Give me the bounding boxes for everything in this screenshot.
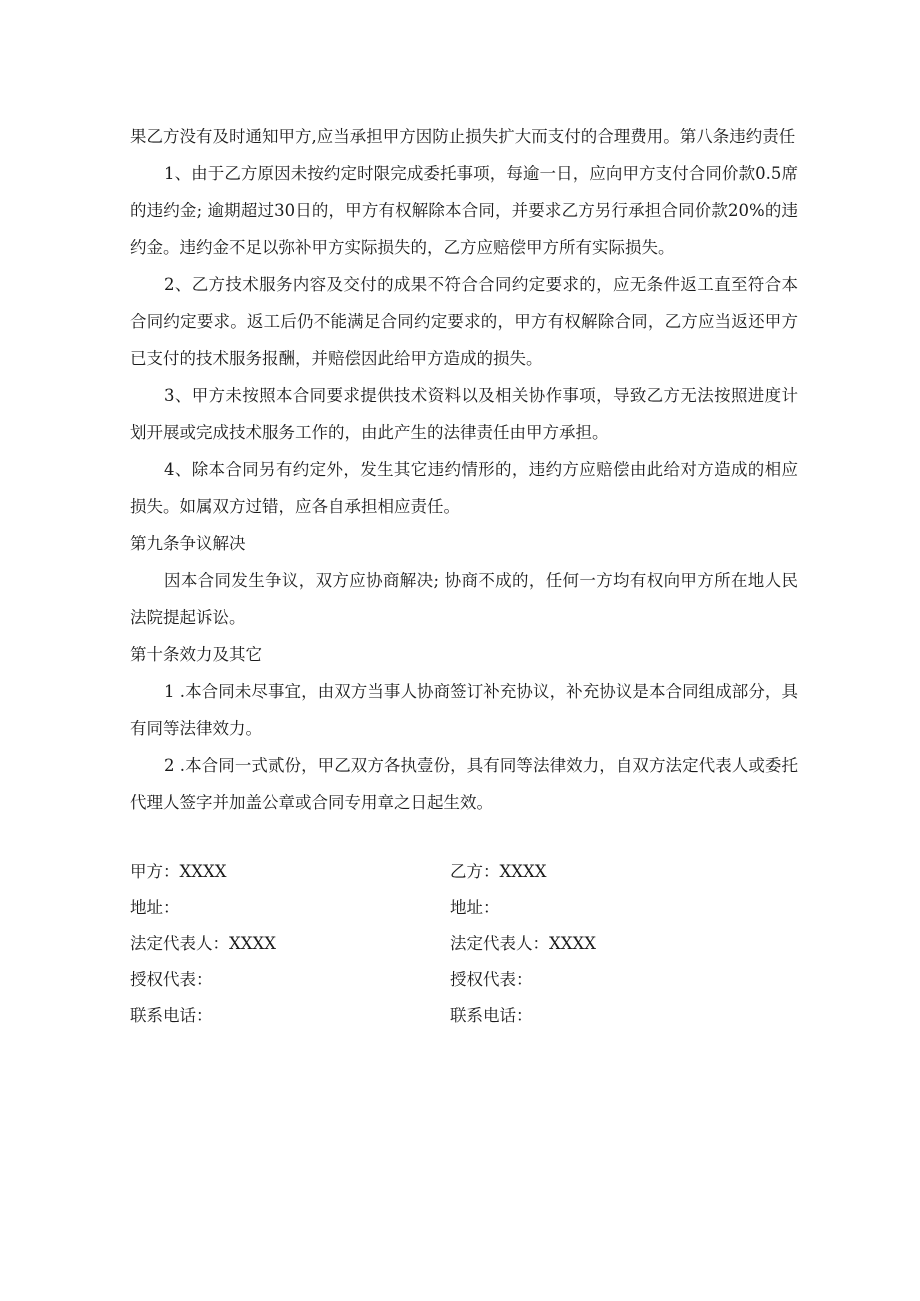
party-b-phone: 联系电话：: [450, 1006, 533, 1025]
signature-row-authorized-rep: [130, 970, 798, 990]
heading-article-10: 第十条效力及其它: [130, 645, 262, 664]
party-a-authorized-rep: 授权代表：: [130, 970, 213, 989]
paragraph-breach-clause-4: 4、除本合同另有约定外，发生其它违约情形的，违约方应赔偿由此给对方造成的相应损失。如属双方过错，应各自承担相应责任。: [130, 460, 798, 516]
paragraph-effect-clause-2: 2 .本合同一式贰份，甲乙双方各执壹份，具有同等法律效力，自双方法定代表人或委托代理人签字并加盖公章或合同专用章之日起生效。: [130, 756, 798, 812]
party-b-authorized-rep: 授权代表：: [450, 970, 533, 989]
signature-row-legal-rep: [130, 934, 798, 954]
party-b-address: 地址：: [450, 898, 500, 917]
paragraph-breach-clause-2: 2、乙方技术服务内容及交付的成果不符合合同约定要求的，应无条件返工直至符合本合同约定要求。返工后仍不能满足合同约定要求的，甲方有权解除合同，乙方应当返还甲方已支付的技术服务报酬，并赔偿因此给甲方造成的损失。: [130, 275, 798, 368]
party-a-phone: 联系电话：: [130, 1006, 213, 1025]
paragraph-breach-clause-1: 1、由于乙方原因未按约定时限完成委托事项，每逾一日，应向甲方支付合同价款0.5席的违约金; 逾期超过30日的，甲方有权解除本合同，并要求乙方另行承担合同价款20%的违约金。违约金不足以弥补甲方实际损失的，乙方应赔偿甲方所有实际损失。: [130, 164, 798, 257]
signature-row-party: [130, 862, 798, 882]
paragraph-continuation-article-8-heading: 果乙方没有及时通知甲方,应当承担甲方因防止损失扩大而支付的合理费用。第八条违约责任: [130, 127, 796, 146]
heading-article-9: 第九条争议解决: [130, 534, 246, 553]
party-a-name: 甲方：XXXX: [130, 862, 227, 881]
contract-body: [130, 118, 798, 821]
party-a-address: 地址：: [130, 898, 180, 917]
signature-row-phone: [130, 1006, 798, 1026]
paragraph-effect-clause-1: 1 .本合同未尽事宜，由双方当事人协商签订补充协议，补充协议是本合同组成部分，具有同等法律效力。: [130, 682, 798, 738]
signature-row-address: [130, 898, 798, 918]
paragraph-dispute-resolution: 因本合同发生争议，双方应协商解决; 协商不成的，任何一方均有权向甲方所在地人民法院提起诉讼。: [130, 571, 798, 627]
party-b-legal-rep: 法定代表人：XXXX: [450, 934, 596, 953]
paragraph-breach-clause-3: 3、甲方未按照本合同要求提供技术资料以及相关协作事项，导致乙方无法按照进度计划开展或完成技术服务工作的，由此产生的法律责任由甲方承担。: [130, 386, 798, 442]
party-b-name: 乙方：XXXX: [450, 862, 547, 881]
party-a-legal-rep: 法定代表人：XXXX: [130, 934, 276, 953]
